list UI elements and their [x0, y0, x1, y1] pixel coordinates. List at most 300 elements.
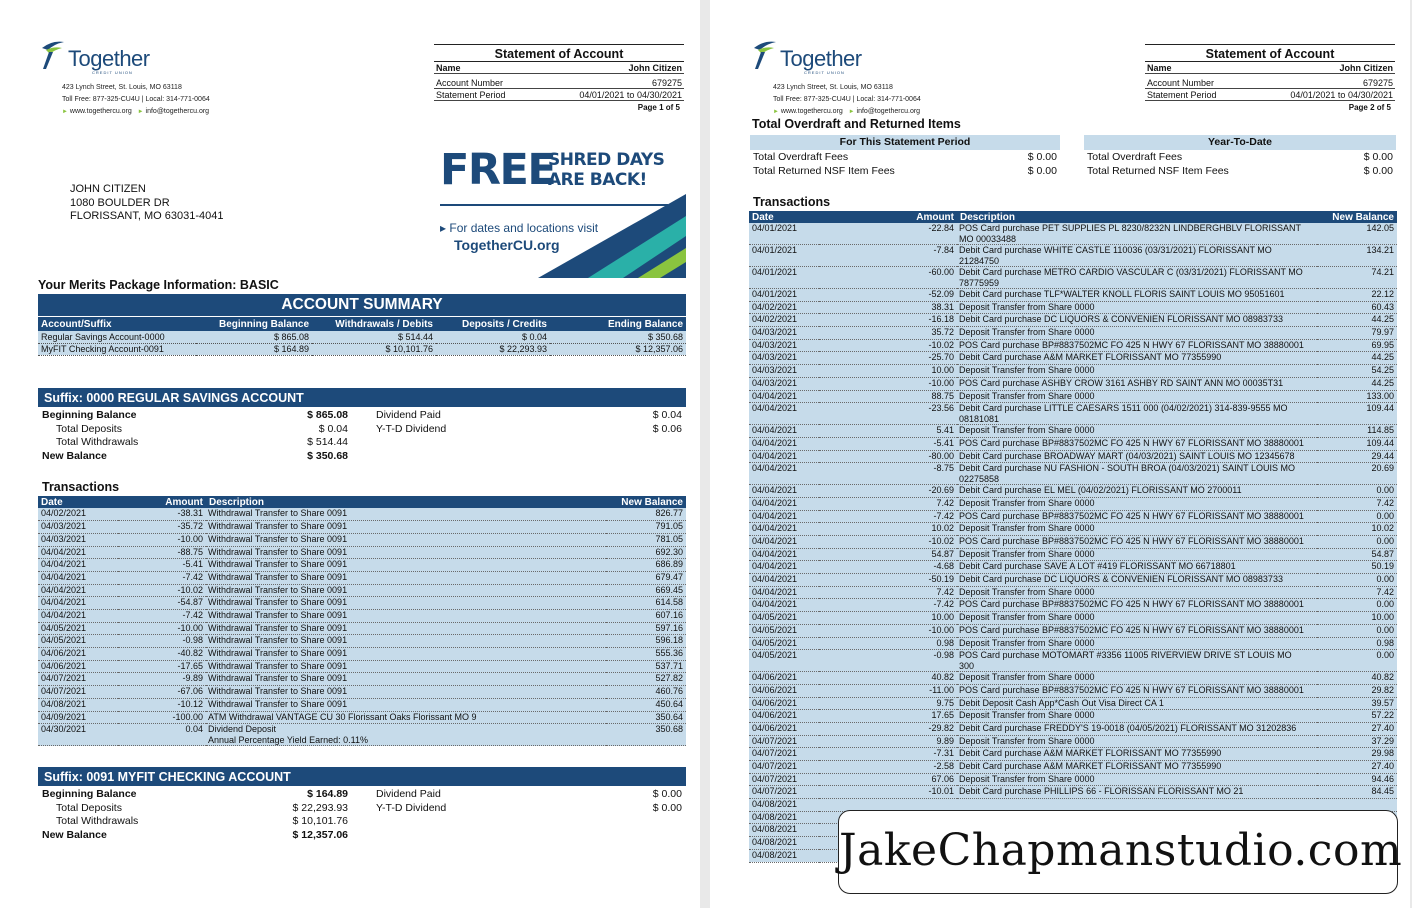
savings-tx-new-balance: 350.64 — [606, 711, 686, 724]
checking-tx-date: 04/04/2021 — [749, 510, 819, 523]
checking-tx-new-balance: 40.82 — [1317, 672, 1397, 685]
table-row — [749, 289, 1397, 302]
savings-tx-description-line1: Withdrawal Transfer to Share 0091 — [208, 686, 348, 697]
summary-cell: $ 22,293.93 — [436, 343, 550, 355]
checking-tx-new-balance: 57.22 — [1317, 710, 1397, 723]
checking-tx-date: 04/07/2021 — [749, 748, 819, 761]
checking-tx-date: 04/04/2021 — [749, 437, 819, 450]
table-row — [749, 574, 1397, 587]
checking-tx-new-balance: 37.29 — [1317, 735, 1397, 748]
checking-tx-description-line1: Deposit Transfer from Share 0000 — [959, 390, 1095, 401]
checking-tx-date: 04/08/2021 — [749, 837, 819, 850]
checking-tx-date: 04/06/2021 — [749, 672, 819, 685]
checking-tx-description — [957, 637, 1317, 650]
logo-leaf-icon — [752, 40, 778, 70]
checking-tx-date: 04/02/2021 — [749, 314, 819, 327]
savings-tx-description-line1: Withdrawal Transfer to Share 0091 — [208, 660, 348, 671]
checking-tx-new-balance: 142.05 — [1317, 223, 1397, 245]
summary-cell: $ 0.04 — [436, 331, 550, 343]
table-row — [749, 497, 1397, 510]
checking-tx-new-balance: 0.00 — [1317, 510, 1397, 523]
checking-tx-date: 04/03/2021 — [749, 339, 819, 352]
savings-tx-date: 04/06/2021 — [38, 660, 118, 673]
checking-tx-date: 04/07/2021 — [749, 735, 819, 748]
savings-tx-new-balance: 686.89 — [606, 559, 686, 572]
checking-tx-amount: -23.56 — [819, 403, 957, 425]
arrow-icon: ► — [137, 109, 144, 115]
checking-ytd-value: $ 0.00 — [652, 801, 682, 814]
checking-tx-amount: 7.42 — [819, 586, 957, 599]
checking-tx-description-line1: Debit Card purchase TLF*WALTER KNOLL FLORIS SAINT LOUIS MO 95051601 — [959, 289, 1285, 299]
statement-period-value: 04/01/2021 to 04/30/2021 — [579, 90, 682, 100]
checking-tx-description — [957, 223, 1317, 245]
checking-tx-new-balance: 29.82 — [1317, 684, 1397, 697]
savings-tx-new-balance: 597.16 — [606, 622, 686, 635]
table-row — [38, 559, 686, 572]
checking-summary: Beginning Balance $ 164.89 Dividend Paid $ 0.00 Total Deposits $ 22,293.93 Y-T-D Dividend $ 0.00 Total Withdrawals $ 10,101.76 New Balance $ 12,357.06 — [42, 788, 682, 841]
checking-tx-new-balance: 44.25 — [1317, 352, 1397, 365]
statement-page-2 — [710, 0, 1410, 908]
checking-tx-new-balance: 94.46 — [1317, 773, 1397, 786]
checking-tx-description — [957, 710, 1317, 723]
checking-tx-amount: -60.00 — [819, 267, 957, 289]
checking-tx-description-line1: Debit Card purchase METRO CARDIO VASCULAR C (03/31/2021) FLORISSANT MO — [959, 267, 1303, 277]
checking-tx-description-line1: Debit Card purchase EL MEL (04/02/2021) FLORISSANT MO 2700011 — [959, 485, 1242, 496]
bank-address: 423 Lynch Street, St. Louis, MO 63118 — [62, 84, 182, 91]
checking-tx-description-line2: 08181081 — [959, 413, 1000, 424]
checking-tx-description-line1: Deposit Transfer from Share 0000 — [959, 672, 1095, 683]
savings-tx-amount: -10.00 — [118, 622, 206, 635]
savings-tx-date: 04/07/2021 — [38, 673, 118, 686]
table-row — [749, 561, 1397, 574]
checking-tx-description-line1: Deposit Transfer from Share 0000 — [959, 365, 1095, 376]
savings-tx-description — [206, 508, 606, 521]
checking-tx-description — [957, 327, 1317, 340]
checking-tx-description — [957, 523, 1317, 536]
savings-tx-description — [206, 559, 606, 572]
checking-tx-date: 04/05/2021 — [749, 624, 819, 637]
overdraft-period-value: $ 0.00 — [1027, 151, 1057, 163]
checking-tx-description-line1: POS Card purchase BP#8837502MC FO 425 N HWY 67 FLORISSANT MO 38880001 — [959, 624, 1304, 635]
table-row — [749, 327, 1397, 340]
checking-tx-amount: -7.84 — [819, 245, 957, 267]
checking-tx-new-balance: 10.00 — [1317, 612, 1397, 625]
page-number: Page 2 of 5 — [1348, 103, 1391, 112]
bank-phones: Toll Free: 877-325-CU4U | Local: 314-771-0064 — [62, 96, 210, 103]
savings-deposits-value: $ 0.04 — [318, 422, 348, 435]
checking-tx-description — [957, 761, 1317, 774]
table-row — [749, 722, 1397, 735]
table-row — [749, 523, 1397, 536]
summary-cell: $ 164.89 — [196, 343, 312, 355]
checking-tx-date: 04/08/2021 — [749, 849, 819, 862]
savings-tx-description — [206, 571, 606, 584]
checking-tx-date: 04/04/2021 — [749, 599, 819, 612]
table-row — [38, 521, 686, 534]
checking-tx-description-line1: Deposit Transfer from Share 0000 — [959, 773, 1095, 784]
checking-tx-description-line1: POS Card purchase BP#8837502MC FO 425 N HWY 67 FLORISSANT MO 38880001 — [959, 339, 1304, 350]
checking-tx-description-line1: POS Card purchase BP#8837502MC FO 425 N HWY 67 FLORISSANT MO 38880001 — [959, 510, 1304, 521]
savings-tx-new-balance: 692.30 — [606, 546, 686, 559]
play-icon: ▸ — [440, 221, 447, 235]
checking-tx-new-balance: 27.40 — [1317, 761, 1397, 774]
table-row — [749, 536, 1397, 549]
checking-tx-date: 04/07/2021 — [749, 761, 819, 774]
savings-tx-amount: -9.89 — [118, 673, 206, 686]
savings-tx-new-balance: 791.05 — [606, 521, 686, 534]
overdraft-period-box: For This Statement Period Total Overdraft Fees $ 0.00 Total Returned NSF Item Fees $ 0.00 — [750, 135, 1060, 178]
checking-tx-date: 04/04/2021 — [749, 450, 819, 463]
checking-tx-date: 04/01/2021 — [749, 289, 819, 302]
savings-tx-description-line1: Withdrawal Transfer to Share 0091 — [208, 610, 348, 620]
arrow-icon: ► — [773, 109, 779, 115]
checking-tx-new-balance: 60.43 — [1317, 301, 1397, 314]
checking-tx-new-balance: 114.85 — [1317, 425, 1397, 438]
table-row — [749, 425, 1397, 438]
checking-deposits-value: $ 22,293.93 — [292, 801, 348, 814]
account-number-label: Account Number — [436, 78, 504, 88]
savings-tx-description — [206, 610, 606, 623]
checking-tx-description — [957, 339, 1317, 352]
nsf-ytd-value: $ 0.00 — [1363, 165, 1393, 177]
summary-header: Ending Balance — [607, 318, 683, 330]
table-row — [749, 650, 1397, 672]
checking-tx-header: Description — [960, 211, 1016, 223]
checking-tx-amount: -29.82 — [819, 722, 957, 735]
bank-web-link[interactable]: www.togethercu.org — [69, 108, 132, 115]
table-row — [749, 748, 1397, 761]
checking-tx-description-line1: POS Card purchase MOTOMART #3356 11005 RIVERVIEW DRIVE ST LOUIS MO — [959, 650, 1292, 661]
savings-tx-description — [206, 546, 606, 559]
savings-tx-date: 04/08/2021 — [38, 698, 118, 711]
savings-ytd-value: $ 0.06 — [652, 422, 682, 435]
checking-tx-description-line1: Deposit Transfer from Share 0000 — [959, 497, 1095, 508]
savings-tx-header: Description — [209, 496, 265, 508]
checking-tx-new-balance: 39.57 — [1317, 697, 1397, 710]
checking-tx-new-balance: 109.44 — [1317, 437, 1397, 450]
savings-tx-description-line1: Withdrawal Transfer to Share 0091 — [208, 673, 348, 684]
table-row — [749, 624, 1397, 637]
checking-tx-date: 04/05/2021 — [749, 612, 819, 625]
checking-tx-new-balance: 54.25 — [1317, 365, 1397, 378]
savings-tx-description-line1: Withdrawal Transfer to Share 0091 — [208, 571, 348, 582]
savings-tx-description-line1: Withdrawal Transfer to Share 0091 — [208, 635, 348, 646]
summary-row — [38, 331, 686, 343]
checking-tx-amount: 0.98 — [819, 637, 957, 650]
savings-new-balance-value: $ 350.68 — [307, 449, 348, 462]
checking-tx-new-balance: 22.12 — [1317, 289, 1397, 302]
savings-tx-amount: -10.12 — [118, 698, 206, 711]
savings-tx-description-line1: Withdrawal Transfer to Share 0091 — [208, 508, 348, 518]
checking-beginning-value: $ 164.89 — [307, 788, 348, 800]
savings-tx-date: 04/07/2021 — [38, 686, 118, 699]
checking-tx-new-balance: 29.98 — [1317, 748, 1397, 761]
customer-address — [70, 183, 223, 224]
table-row — [38, 610, 686, 623]
checking-withdrawals-value: $ 10,101.76 — [292, 815, 348, 827]
table-row — [749, 365, 1397, 378]
merits-package: Your Merits Package Information: BASIC — [38, 278, 279, 292]
savings-tx-description-line2: Annual Percentage Yield Earned: 0.11% — [208, 734, 368, 745]
checking-tx-description — [957, 773, 1317, 786]
checking-tx-date: 04/04/2021 — [749, 523, 819, 536]
checking-tx-date: 04/06/2021 — [749, 722, 819, 735]
bank-web-link[interactable]: www.togethercu.org — [780, 108, 843, 115]
checking-tx-amount: 10.00 — [819, 612, 957, 625]
table-row — [38, 724, 686, 746]
checking-tx-new-balance: 50.19 — [1317, 561, 1397, 574]
savings-tx-new-balance: 527.82 — [606, 673, 686, 686]
checking-tx-date: 04/01/2021 — [749, 245, 819, 267]
savings-tx-date: 04/05/2021 — [38, 622, 118, 635]
checking-tx-description — [957, 314, 1317, 327]
table-row — [38, 673, 686, 686]
checking-tx-description-line2: 21284750 — [959, 255, 1000, 266]
arrow-icon: ► — [62, 109, 68, 115]
savings-tx-description — [206, 686, 606, 699]
checking-tx-description-line2: 78775959 — [959, 277, 1000, 288]
checking-tx-amount: -10.00 — [819, 624, 957, 637]
table-row — [38, 698, 686, 711]
checking-tx-amount: 10.00 — [819, 365, 957, 378]
checking-tx-new-balance: 44.25 — [1317, 377, 1397, 390]
checking-tx-description — [957, 245, 1317, 267]
checking-tx-new-balance: 133.00 — [1317, 390, 1397, 403]
savings-tx-header: Date — [41, 496, 63, 508]
checking-tx-amount: -4.68 — [819, 561, 957, 574]
table-row — [749, 710, 1397, 723]
checking-tx-description — [957, 365, 1317, 378]
table-row — [749, 637, 1397, 650]
checking-tx-description-line1: POS Card purchase BP#8837502MC FO 425 N HWY 67 FLORISSANT MO 38880001 — [959, 536, 1304, 546]
statement-box — [434, 44, 684, 114]
savings-tx-date: 04/04/2021 — [38, 584, 118, 597]
checking-tx-new-balance: 69.95 — [1317, 339, 1397, 352]
checking-tx-description — [957, 437, 1317, 450]
checking-tx-date: 04/04/2021 — [749, 425, 819, 438]
summary-cell: $ 350.68 — [550, 331, 686, 343]
checking-tx-amount: 88.75 — [819, 390, 957, 403]
savings-tx-date: 04/03/2021 — [38, 533, 118, 546]
bank-email-link[interactable]: info@togethercu.org — [145, 108, 210, 115]
checking-tx-date: 04/08/2021 — [749, 824, 819, 837]
checking-tx-new-balance: 74.21 — [1317, 267, 1397, 289]
savings-tx-amount: -88.75 — [118, 546, 206, 559]
checking-tx-date: 04/06/2021 — [749, 710, 819, 723]
checking-tx-new-balance: 54.87 — [1317, 548, 1397, 561]
checking-tx-amount: -8.75 — [819, 463, 957, 485]
checking-tx-amount: -0.98 — [819, 650, 957, 672]
savings-tx-amount: -7.42 — [118, 571, 206, 584]
checking-tx-amount: 35.72 — [819, 327, 957, 340]
checking-tx-description-line1: Debit Card purchase WHITE CASTLE 110036 (03/31/2021) FLORISSANT MO — [959, 245, 1272, 255]
table-row — [38, 546, 686, 559]
savings-tx-description — [206, 673, 606, 686]
checking-tx-description — [957, 786, 1317, 799]
checking-tx-date: 04/06/2021 — [749, 684, 819, 697]
summary-cell: $ 865.08 — [196, 331, 312, 343]
checking-tx-amount: -10.02 — [819, 536, 957, 549]
checking-tx-new-balance: 84.45 — [1317, 786, 1397, 799]
checking-tx-description — [957, 352, 1317, 365]
checking-tx-description — [957, 612, 1317, 625]
nsf-period-value: $ 0.00 — [1027, 165, 1057, 177]
checking-tx-new-balance: 7.42 — [1317, 497, 1397, 510]
checking-tx-new-balance: 134.21 — [1317, 245, 1397, 267]
promo-visit: ▸ For dates and locations visit TogetherCU.org — [440, 221, 599, 253]
table-row — [749, 548, 1397, 561]
table-row — [38, 711, 686, 724]
checking-tx-description — [957, 548, 1317, 561]
checking-tx-amount: -52.09 — [819, 289, 957, 302]
checking-tx-date: 04/07/2021 — [749, 773, 819, 786]
checking-tx-description — [957, 722, 1317, 735]
checking-tx-description-line2: 300 — [959, 660, 975, 671]
bank-name: Together — [68, 46, 150, 71]
savings-tx-header: Amount — [165, 496, 203, 508]
savings-dividend-value: $ 0.04 — [652, 409, 682, 421]
savings-tx-new-balance: 826.77 — [606, 508, 686, 521]
checking-tx-description-line1: Deposit Transfer from Share 0000 — [959, 637, 1095, 648]
checking-tx-description-line1: Debit Card purchase FREDDY'S 19-0018 (04/05/2021) FLORISSANT MO 31202836 — [959, 722, 1297, 733]
checking-tx-new-balance: 44.25 — [1317, 314, 1397, 327]
table-row — [38, 622, 686, 635]
savings-tx-description-line1: Withdrawal Transfer to Share 0091 — [208, 597, 348, 608]
bank-email-link[interactable]: info@togethercu.org — [856, 108, 921, 115]
promo-url[interactable]: TogetherCU.org — [454, 237, 560, 253]
savings-tx-description-line1: Withdrawal Transfer to Share 0091 — [208, 546, 348, 557]
checking-tx-description — [957, 289, 1317, 302]
checking-tx-description — [957, 574, 1317, 587]
checking-tx-amount: -7.31 — [819, 748, 957, 761]
savings-tx-date: 04/04/2021 — [38, 546, 118, 559]
summary-header: Account/Suffix — [41, 318, 112, 330]
checking-tx-amount: -5.41 — [819, 437, 957, 450]
table-row — [749, 773, 1397, 786]
checking-tx-amount: -10.01 — [819, 786, 957, 799]
savings-tx-new-balance: 781.05 — [606, 533, 686, 546]
table-row — [749, 390, 1397, 403]
table-row — [749, 377, 1397, 390]
savings-tx-description — [206, 635, 606, 648]
checking-tx-date: 04/04/2021 — [749, 574, 819, 587]
checking-tx-description — [957, 748, 1317, 761]
savings-tx-description — [206, 711, 606, 724]
savings-withdrawals-value: $ 514.44 — [307, 436, 348, 448]
savings-tx-new-balance: 350.68 — [606, 724, 686, 746]
savings-tx-amount: -7.42 — [118, 610, 206, 623]
savings-tx-new-balance: 607.16 — [606, 610, 686, 623]
checking-tx-description — [957, 586, 1317, 599]
checking-tx-description — [957, 624, 1317, 637]
checking-tx-header: Amount — [916, 211, 954, 223]
bank-tagline: CREDIT UNION — [92, 70, 133, 75]
checking-tx-new-balance: 20.69 — [1317, 463, 1397, 485]
table-row — [38, 597, 686, 610]
table-row — [749, 245, 1397, 267]
checking-tx-description-line1: Deposit Transfer from Share 0000 — [959, 301, 1095, 312]
savings-tx-amount: -5.41 — [118, 559, 206, 572]
savings-beginning-value: $ 865.08 — [307, 409, 348, 421]
checking-tx-date: 04/01/2021 — [749, 267, 819, 289]
savings-tx-amount: -67.06 — [118, 686, 206, 699]
summary-cell: $ 514.44 — [312, 331, 436, 343]
checking-tx-description — [957, 485, 1317, 498]
summary-header: Beginning Balance — [218, 318, 309, 330]
checking-tx-description-line1: Deposit Transfer from Share 0000 — [959, 327, 1095, 338]
bank-logo — [40, 40, 150, 75]
overdraft-title: Total Overdraft and Returned Items — [752, 117, 961, 131]
savings-tx-description-line1: Withdrawal Transfer to Share 0091 — [208, 559, 348, 570]
checking-tx-description — [957, 450, 1317, 463]
savings-tx-description-line1: Withdrawal Transfer to Share 0091 — [208, 584, 348, 595]
checking-tx-description-line1: POS Card purchase PET SUPPLIES PL 8230/8232N LINDBERGHBLV FLORISSANT — [959, 223, 1301, 233]
checking-tx-description-line1: Debit Deposit Cash App*Cash Out Visa Direct CA 1 — [959, 697, 1164, 708]
savings-summary: Beginning Balance $ 865.08 Dividend Paid $ 0.04 Total Deposits $ 0.04 Y-T-D Dividend $ 0.06 Total Withdrawals $ 514.44 New Balance $ 350.68 — [42, 409, 682, 462]
checking-tx-description-line1: Debit Card purchase DC LIQUORS & CONVENIEN FLORISSANT MO 08983733 — [959, 314, 1283, 325]
checking-tx-amount: 9.75 — [819, 697, 957, 710]
checking-tx-description — [957, 599, 1317, 612]
savings-tx-new-balance: 537.71 — [606, 660, 686, 673]
checking-tx-date: 04/04/2021 — [749, 548, 819, 561]
statement-page-1 — [0, 0, 700, 908]
name-value: John Citizen — [628, 63, 682, 73]
checking-tx-date: 04/06/2021 — [749, 697, 819, 710]
checking-tx-new-balance: 7.42 — [1317, 586, 1397, 599]
table-row — [749, 301, 1397, 314]
checking-tx-date: 04/08/2021 — [749, 799, 819, 812]
savings-tx-amount: 0.04 — [118, 724, 206, 746]
checking-tx-description-line1: Debit Card purchase LITTLE CAESARS 1511 000 (04/02/2021) 314-839-9555 MO — [959, 403, 1288, 414]
bank-logo: Together CREDIT UNION — [752, 40, 862, 70]
savings-tx-description — [206, 597, 606, 610]
checking-tx-description — [957, 684, 1317, 697]
checking-tx-date: 04/07/2021 — [749, 786, 819, 799]
checking-tx-new-balance: 0.00 — [1317, 624, 1397, 637]
checking-tx-date: 04/04/2021 — [749, 485, 819, 498]
savings-tx-description-line1: Withdrawal Transfer to Share 0091 — [208, 521, 348, 532]
checking-tx-amount: -11.00 — [819, 684, 957, 697]
checking-section-title: Suffix: 0091 MYFIT CHECKING ACCOUNT — [38, 767, 686, 786]
checking-tx-date: 04/04/2021 — [749, 561, 819, 574]
checking-tx-description — [957, 463, 1317, 485]
checking-transactions-title: Transactions — [753, 195, 831, 209]
table-row — [749, 510, 1397, 523]
checking-tx-new-balance: 0.00 — [1317, 650, 1397, 672]
checking-tx-description-line1: Debit Card purchase NU FASHION - SOUTH BROA (04/03/2021) SAINT LOUIS MO — [959, 463, 1295, 474]
savings-tx-description — [206, 724, 606, 746]
table-row — [749, 339, 1397, 352]
savings-tx-amount: -54.87 — [118, 597, 206, 610]
checking-tx-amount: 10.02 — [819, 523, 957, 536]
checking-tx-description — [957, 650, 1317, 672]
savings-tx-amount: -10.00 — [118, 533, 206, 546]
checking-tx-description — [957, 672, 1317, 685]
savings-tx-new-balance: 614.58 — [606, 597, 686, 610]
table-row — [38, 660, 686, 673]
checking-tx-description-line1: POS Card purchase ASHBY CROW 3161 ASHBY RD SAINT ANN MO 00035T31 — [959, 377, 1284, 388]
savings-tx-description — [206, 533, 606, 546]
table-row — [38, 635, 686, 648]
arrow-icon: ► — [848, 109, 855, 115]
savings-tx-description-line1: Withdrawal Transfer to Share 0091 — [208, 648, 348, 659]
savings-tx-date: 04/04/2021 — [38, 610, 118, 623]
table-row — [38, 584, 686, 597]
shred-days-promo[interactable] — [438, 146, 686, 278]
savings-transactions-title: Transactions — [42, 480, 120, 494]
savings-transactions-table — [38, 496, 686, 746]
savings-tx-new-balance: 555.36 — [606, 648, 686, 661]
